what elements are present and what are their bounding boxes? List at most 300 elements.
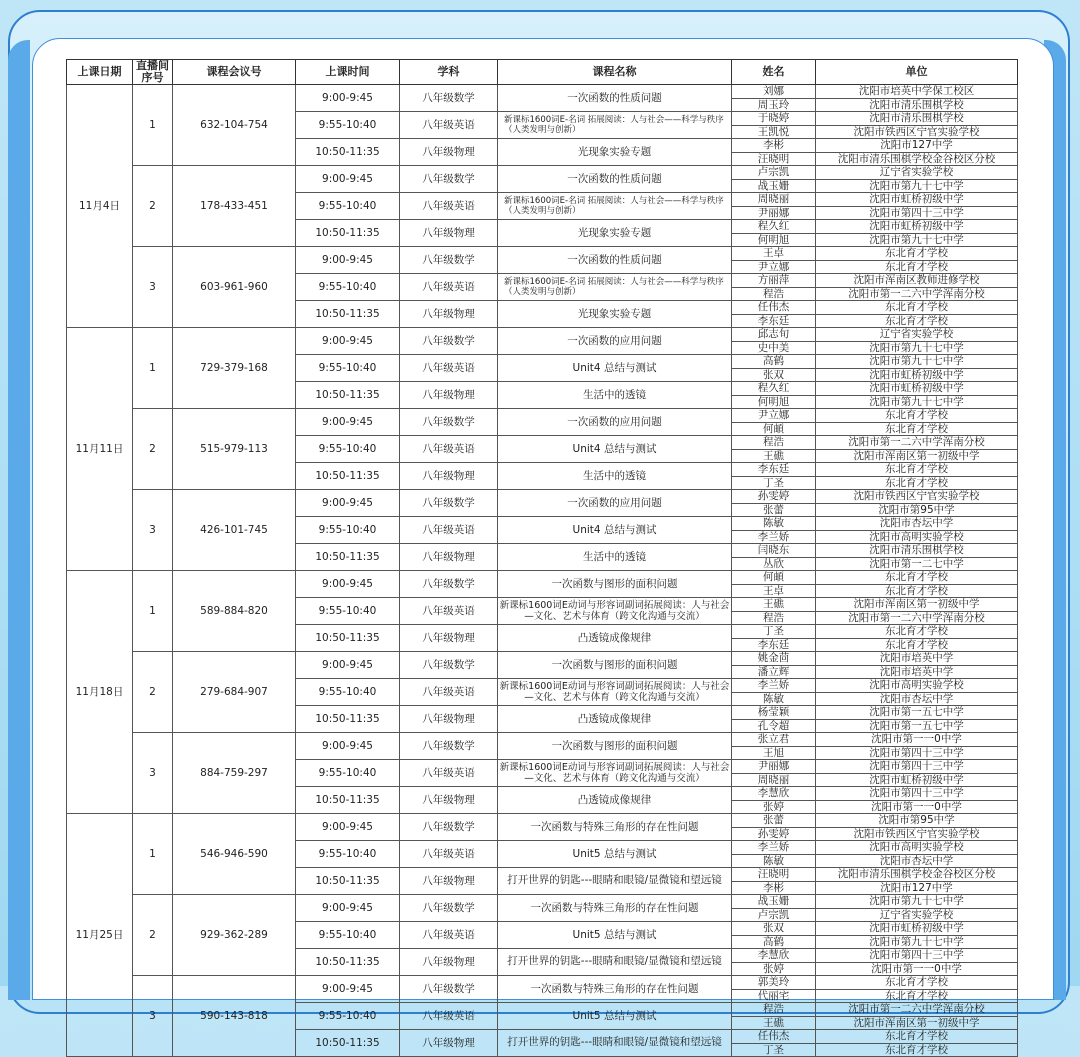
teacher-name-cell: 王礁 xyxy=(732,1016,816,1030)
subject-cell: 八年级数学 xyxy=(400,85,498,112)
course-name-cell: 新课标1600词E动词与形容词副词拓展阅读：人与社会—文化、艺术与体育（跨文化沟通与交流） xyxy=(498,679,732,706)
left-blue-band xyxy=(8,40,30,1000)
subject-cell: 八年级英语 xyxy=(400,355,498,382)
subject-cell: 八年级数学 xyxy=(400,571,498,598)
subject-cell: 八年级物理 xyxy=(400,868,498,895)
school-unit-cell: 沈阳市清乐围棋学校 xyxy=(816,98,1018,112)
school-unit-cell: 沈阳市清乐围棋学校 xyxy=(816,544,1018,558)
room-number-cell: 3 xyxy=(133,733,173,814)
teacher-name-cell: 战玉姗 xyxy=(732,895,816,909)
course-name-cell: 凸透镜成像规律 xyxy=(498,625,732,652)
course-name-cell: 打开世界的钥匙---眼睛和眼镜/显微镜和望远镜 xyxy=(498,868,732,895)
header-time: 上课时间 xyxy=(296,60,400,85)
school-unit-cell: 沈阳市第一二七中学 xyxy=(816,557,1018,571)
table-row xyxy=(67,895,1018,909)
time-cell: 9:00-9:45 xyxy=(296,85,400,112)
teacher-name-cell: 李兰娇 xyxy=(732,530,816,544)
header-course: 课程名称 xyxy=(498,60,732,85)
school-unit-cell: 沈阳市铁西区宁官实验学校 xyxy=(816,125,1018,139)
course-name-cell: 一次函数与图形的面积问题 xyxy=(498,571,732,598)
school-unit-cell: 东北育才学校 xyxy=(816,260,1018,274)
subject-cell: 八年级英语 xyxy=(400,517,498,544)
time-cell: 10:50-11:35 xyxy=(296,139,400,166)
teacher-name-cell: 邱志旬 xyxy=(732,328,816,342)
course-name-cell: 一次函数的应用问题 xyxy=(498,409,732,436)
subject-cell: 八年级数学 xyxy=(400,976,498,1003)
time-cell: 9:55-10:40 xyxy=(296,922,400,949)
subject-cell: 八年级英语 xyxy=(400,760,498,787)
school-unit-cell: 沈阳市第95中学 xyxy=(816,814,1018,828)
course-name-cell: 打开世界的钥匙---眼睛和眼镜/显微镜和望远镜 xyxy=(498,949,732,976)
teacher-name-cell: 王旭 xyxy=(732,746,816,760)
subject-cell: 八年级物理 xyxy=(400,463,498,490)
school-unit-cell: 东北育才学校 xyxy=(816,976,1018,990)
school-unit-cell: 沈阳市第九十七中学 xyxy=(816,341,1018,355)
time-cell: 10:50-11:35 xyxy=(296,220,400,247)
school-unit-cell: 沈阳市高明实验学校 xyxy=(816,679,1018,693)
date-cell: 11月11日 xyxy=(67,328,133,571)
teacher-name-cell: 何頔 xyxy=(732,422,816,436)
subject-cell: 八年级物理 xyxy=(400,382,498,409)
school-unit-cell: 沈阳市第一二六中学浑南分校 xyxy=(816,1003,1018,1017)
school-unit-cell: 沈阳市杏坛中学 xyxy=(816,854,1018,868)
school-unit-cell: 沈阳市清乐围棋学校金谷校区分校 xyxy=(816,152,1018,166)
school-unit-cell: 东北育才学校 xyxy=(816,638,1018,652)
school-unit-cell: 沈阳市虹桥初级中学 xyxy=(816,193,1018,207)
school-unit-cell: 沈阳市杏坛中学 xyxy=(816,517,1018,531)
meeting-code-cell: 515-979-113 xyxy=(173,409,296,490)
course-name-cell: 一次函数的性质问题 xyxy=(498,247,732,274)
subject-cell: 八年级英语 xyxy=(400,436,498,463)
school-unit-cell: 沈阳市虹桥初级中学 xyxy=(816,220,1018,234)
teacher-name-cell: 李兰娇 xyxy=(732,679,816,693)
teacher-name-cell: 任伟杰 xyxy=(732,301,816,315)
meeting-code-cell: 929-362-289 xyxy=(173,895,296,976)
school-unit-cell: 东北育才学校 xyxy=(816,1030,1018,1044)
teacher-name-cell: 汪晓明 xyxy=(732,152,816,166)
header-meeting-code: 课程会议号 xyxy=(173,60,296,85)
course-name-cell: 光现象实验专题 xyxy=(498,220,732,247)
teacher-name-cell: 张婷 xyxy=(732,800,816,814)
table-row xyxy=(67,166,1018,180)
time-cell: 10:50-11:35 xyxy=(296,949,400,976)
school-unit-cell: 沈阳市第一五七中学 xyxy=(816,719,1018,733)
schedule-table xyxy=(66,59,1018,1057)
table-row xyxy=(67,652,1018,666)
meeting-code-cell: 729-379-168 xyxy=(173,328,296,409)
school-unit-cell: 沈阳市第四十三中学 xyxy=(816,787,1018,801)
date-cell: 11月18日 xyxy=(67,571,133,814)
course-name-cell: Unit5 总结与测试 xyxy=(498,841,732,868)
school-unit-cell: 沈阳市高明实验学校 xyxy=(816,530,1018,544)
room-number-cell: 1 xyxy=(133,85,173,166)
time-cell: 9:00-9:45 xyxy=(296,571,400,598)
school-unit-cell: 辽宁省实验学校 xyxy=(816,166,1018,180)
time-cell: 10:50-11:35 xyxy=(296,382,400,409)
meeting-code-cell: 603-961-960 xyxy=(173,247,296,328)
course-name-cell: 新课标1600词E动词与形容词副词拓展阅读：人与社会—文化、艺术与体育（跨文化沟通与交流） xyxy=(498,598,732,625)
teacher-name-cell: 丁圣 xyxy=(732,625,816,639)
school-unit-cell: 沈阳市第九十七中学 xyxy=(816,935,1018,949)
school-unit-cell: 沈阳市清乐围棋学校金谷校区分校 xyxy=(816,868,1018,882)
course-name-cell: Unit4 总结与测试 xyxy=(498,517,732,544)
teacher-name-cell: 王礁 xyxy=(732,449,816,463)
table-row xyxy=(67,490,1018,504)
school-unit-cell: 东北育才学校 xyxy=(816,476,1018,490)
school-unit-cell: 沈阳市浑南区第一初级中学 xyxy=(816,449,1018,463)
teacher-name-cell: 周晓丽 xyxy=(732,773,816,787)
teacher-name-cell: 潘立辉 xyxy=(732,665,816,679)
time-cell: 10:50-11:35 xyxy=(296,787,400,814)
header-room: 直播间序号 xyxy=(133,60,173,85)
header-name: 姓名 xyxy=(732,60,816,85)
teacher-name-cell: 李彬 xyxy=(732,139,816,153)
school-unit-cell: 东北育才学校 xyxy=(816,584,1018,598)
subject-cell: 八年级英语 xyxy=(400,112,498,139)
room-number-cell: 2 xyxy=(133,652,173,733)
teacher-name-cell: 李东廷 xyxy=(732,638,816,652)
meeting-code-cell: 632-104-754 xyxy=(173,85,296,166)
school-unit-cell: 东北育才学校 xyxy=(816,422,1018,436)
course-name-cell: 新课标1600词E动词与形容词副词拓展阅读：人与社会—文化、艺术与体育（跨文化沟通与交流） xyxy=(498,760,732,787)
meeting-code-cell: 178-433-451 xyxy=(173,166,296,247)
course-name-cell: Unit4 总结与测试 xyxy=(498,436,732,463)
teacher-name-cell: 程浩 xyxy=(732,287,816,301)
time-cell: 9:00-9:45 xyxy=(296,166,400,193)
subject-cell: 八年级英语 xyxy=(400,598,498,625)
course-name-cell: 光现象实验专题 xyxy=(498,139,732,166)
course-name-cell: 凸透镜成像规律 xyxy=(498,787,732,814)
time-cell: 9:00-9:45 xyxy=(296,490,400,517)
school-unit-cell: 沈阳市铁西区宁官实验学校 xyxy=(816,827,1018,841)
course-name-cell: 生活中的透镜 xyxy=(498,544,732,571)
time-cell: 10:50-11:35 xyxy=(296,1030,400,1057)
time-cell: 9:55-10:40 xyxy=(296,112,400,139)
teacher-name-cell: 姚金茴 xyxy=(732,652,816,666)
school-unit-cell: 沈阳市第一二六中学浑南分校 xyxy=(816,436,1018,450)
time-cell: 9:00-9:45 xyxy=(296,814,400,841)
teacher-name-cell: 李东廷 xyxy=(732,314,816,328)
subject-cell: 八年级数学 xyxy=(400,409,498,436)
course-name-cell: Unit5 总结与测试 xyxy=(498,1003,732,1030)
school-unit-cell: 东北育才学校 xyxy=(816,1043,1018,1057)
teacher-name-cell: 周晓丽 xyxy=(732,193,816,207)
teacher-name-cell: 尹立娜 xyxy=(732,409,816,423)
meeting-code-cell: 589-884-820 xyxy=(173,571,296,652)
time-cell: 9:55-10:40 xyxy=(296,841,400,868)
teacher-name-cell: 孔令超 xyxy=(732,719,816,733)
time-cell: 10:50-11:35 xyxy=(296,544,400,571)
teacher-name-cell: 王卓 xyxy=(732,247,816,261)
school-unit-cell: 沈阳市虹桥初级中学 xyxy=(816,922,1018,936)
time-cell: 9:00-9:45 xyxy=(296,409,400,436)
teacher-name-cell: 闫晓东 xyxy=(732,544,816,558)
course-name-cell: 一次函数与特殊三角形的存在性问题 xyxy=(498,814,732,841)
teacher-name-cell: 方丽萍 xyxy=(732,274,816,288)
time-cell: 9:55-10:40 xyxy=(296,517,400,544)
teacher-name-cell: 汪晓明 xyxy=(732,868,816,882)
course-name-cell: 光现象实验专题 xyxy=(498,301,732,328)
subject-cell: 八年级物理 xyxy=(400,301,498,328)
teacher-name-cell: 陈敏 xyxy=(732,692,816,706)
header-row xyxy=(67,60,1018,85)
teacher-name-cell: 何明旭 xyxy=(732,395,816,409)
school-unit-cell: 沈阳市第一一0中学 xyxy=(816,733,1018,747)
teacher-name-cell: 程久红 xyxy=(732,220,816,234)
teacher-name-cell: 孙雯婷 xyxy=(732,490,816,504)
table-row xyxy=(67,85,1018,99)
subject-cell: 八年级英语 xyxy=(400,841,498,868)
teacher-name-cell: 代丽宅 xyxy=(732,989,816,1003)
time-cell: 10:50-11:35 xyxy=(296,463,400,490)
subject-cell: 八年级数学 xyxy=(400,733,498,760)
header-subject: 学科 xyxy=(400,60,498,85)
room-number-cell: 2 xyxy=(133,895,173,976)
subject-cell: 八年级物理 xyxy=(400,625,498,652)
teacher-name-cell: 程浩 xyxy=(732,611,816,625)
school-unit-cell: 沈阳市虹桥初级中学 xyxy=(816,773,1018,787)
school-unit-cell: 沈阳市浑南区教师进修学校 xyxy=(816,274,1018,288)
room-number-cell: 1 xyxy=(133,328,173,409)
time-cell: 9:55-10:40 xyxy=(296,1003,400,1030)
course-name-cell: 一次函数与特殊三角形的存在性问题 xyxy=(498,895,732,922)
subject-cell: 八年级数学 xyxy=(400,895,498,922)
teacher-name-cell: 李慧欣 xyxy=(732,949,816,963)
room-number-cell: 3 xyxy=(133,247,173,328)
time-cell: 9:55-10:40 xyxy=(296,274,400,301)
teacher-name-cell: 卢宗凯 xyxy=(732,166,816,180)
time-cell: 9:00-9:45 xyxy=(296,652,400,679)
time-cell: 9:55-10:40 xyxy=(296,193,400,220)
room-number-cell: 3 xyxy=(133,490,173,571)
school-unit-cell: 沈阳市第九十七中学 xyxy=(816,233,1018,247)
time-cell: 9:55-10:40 xyxy=(296,679,400,706)
time-cell: 9:00-9:45 xyxy=(296,733,400,760)
teacher-name-cell: 李东廷 xyxy=(732,463,816,477)
school-unit-cell: 东北育才学校 xyxy=(816,247,1018,261)
school-unit-cell: 东北育才学校 xyxy=(816,314,1018,328)
room-number-cell: 3 xyxy=(133,976,173,1057)
room-number-cell: 2 xyxy=(133,166,173,247)
time-cell: 9:00-9:45 xyxy=(296,247,400,274)
course-name-cell: 一次函数的性质问题 xyxy=(498,85,732,112)
teacher-name-cell: 张婷 xyxy=(732,962,816,976)
school-unit-cell: 沈阳市第一一0中学 xyxy=(816,800,1018,814)
school-unit-cell: 辽宁省实验学校 xyxy=(816,328,1018,342)
school-unit-cell: 沈阳市培英中学保工校区 xyxy=(816,85,1018,99)
time-cell: 9:00-9:45 xyxy=(296,976,400,1003)
teacher-name-cell: 郭美玲 xyxy=(732,976,816,990)
teacher-name-cell: 李彬 xyxy=(732,881,816,895)
course-name-cell: 一次函数的应用问题 xyxy=(498,328,732,355)
subject-cell: 八年级物理 xyxy=(400,1030,498,1057)
school-unit-cell: 沈阳市第一五七中学 xyxy=(816,706,1018,720)
time-cell: 9:55-10:40 xyxy=(296,436,400,463)
table-row xyxy=(67,976,1018,990)
course-name-cell: Unit4 总结与测试 xyxy=(498,355,732,382)
teacher-name-cell: 程久红 xyxy=(732,382,816,396)
header-unit: 单位 xyxy=(816,60,1018,85)
school-unit-cell: 沈阳市虹桥初级中学 xyxy=(816,368,1018,382)
school-unit-cell: 沈阳市第四十三中学 xyxy=(816,949,1018,963)
table-row xyxy=(67,247,1018,261)
subject-cell: 八年级数学 xyxy=(400,814,498,841)
teacher-name-cell: 孙雯婷 xyxy=(732,827,816,841)
school-unit-cell: 沈阳市培英中学 xyxy=(816,665,1018,679)
school-unit-cell: 沈阳市第四十三中学 xyxy=(816,206,1018,220)
teacher-name-cell: 高鹤 xyxy=(732,935,816,949)
teacher-name-cell: 张立君 xyxy=(732,733,816,747)
subject-cell: 八年级物理 xyxy=(400,706,498,733)
subject-cell: 八年级数学 xyxy=(400,490,498,517)
teacher-name-cell: 于晓婷 xyxy=(732,112,816,126)
course-name-cell: 一次函数的应用问题 xyxy=(498,490,732,517)
school-unit-cell: 东北育才学校 xyxy=(816,301,1018,315)
school-unit-cell: 沈阳市第九十七中学 xyxy=(816,395,1018,409)
subject-cell: 八年级英语 xyxy=(400,193,498,220)
school-unit-cell: 沈阳市第95中学 xyxy=(816,503,1018,517)
teacher-name-cell: 李兰娇 xyxy=(732,841,816,855)
school-unit-cell: 辽宁省实验学校 xyxy=(816,908,1018,922)
date-cell: 11月4日 xyxy=(67,85,133,328)
teacher-name-cell: 程浩 xyxy=(732,436,816,450)
teacher-name-cell: 丛欣 xyxy=(732,557,816,571)
teacher-name-cell: 陈敏 xyxy=(732,517,816,531)
school-unit-cell: 沈阳市虹桥初级中学 xyxy=(816,382,1018,396)
school-unit-cell: 东北育才学校 xyxy=(816,571,1018,585)
school-unit-cell: 沈阳市第九十七中学 xyxy=(816,895,1018,909)
school-unit-cell: 东北育才学校 xyxy=(816,989,1018,1003)
date-cell: 11月25日 xyxy=(67,814,133,1057)
time-cell: 10:50-11:35 xyxy=(296,625,400,652)
table-row xyxy=(67,328,1018,342)
teacher-name-cell: 王礁 xyxy=(732,598,816,612)
school-unit-cell: 沈阳市第一二六中学浑南分校 xyxy=(816,611,1018,625)
teacher-name-cell: 刘娜 xyxy=(732,85,816,99)
school-unit-cell: 东北育才学校 xyxy=(816,463,1018,477)
teacher-name-cell: 陈敏 xyxy=(732,854,816,868)
course-name-cell: Unit5 总结与测试 xyxy=(498,922,732,949)
time-cell: 10:50-11:35 xyxy=(296,706,400,733)
subject-cell: 八年级英语 xyxy=(400,274,498,301)
course-name-cell: 生活中的透镜 xyxy=(498,382,732,409)
school-unit-cell: 东北育才学校 xyxy=(816,625,1018,639)
teacher-name-cell: 李慧欣 xyxy=(732,787,816,801)
room-number-cell: 1 xyxy=(133,814,173,895)
time-cell: 9:00-9:45 xyxy=(296,328,400,355)
course-name-cell: 打开世界的钥匙---眼睛和眼镜/显微镜和望远镜 xyxy=(498,1030,732,1057)
time-cell: 9:55-10:40 xyxy=(296,598,400,625)
teacher-name-cell: 丁圣 xyxy=(732,476,816,490)
room-number-cell: 1 xyxy=(133,571,173,652)
school-unit-cell: 沈阳市高明实验学校 xyxy=(816,841,1018,855)
room-number-cell: 2 xyxy=(133,409,173,490)
subject-cell: 八年级物理 xyxy=(400,544,498,571)
course-name-cell: 一次函数与特殊三角形的存在性问题 xyxy=(498,976,732,1003)
course-name-cell: 新课标1600词E-名词 拓展阅读：人与社会——科学与秩序（人类发明与创新） xyxy=(498,193,732,220)
table-row xyxy=(67,409,1018,423)
school-unit-cell: 沈阳市127中学 xyxy=(816,139,1018,153)
subject-cell: 八年级数学 xyxy=(400,166,498,193)
table-row xyxy=(67,571,1018,585)
course-name-cell: 新课标1600词E-名词 拓展阅读：人与社会——科学与秩序（人类发明与创新） xyxy=(498,112,732,139)
teacher-name-cell: 何明旭 xyxy=(732,233,816,247)
meeting-code-cell: 590-143-818 xyxy=(173,976,296,1057)
meeting-code-cell: 884-759-297 xyxy=(173,733,296,814)
school-unit-cell: 沈阳市第九十七中学 xyxy=(816,355,1018,369)
subject-cell: 八年级物理 xyxy=(400,949,498,976)
school-unit-cell: 沈阳市第九十七中学 xyxy=(816,179,1018,193)
subject-cell: 八年级物理 xyxy=(400,139,498,166)
teacher-name-cell: 张双 xyxy=(732,922,816,936)
schedule-body xyxy=(67,85,1018,1057)
subject-cell: 八年级数学 xyxy=(400,652,498,679)
meeting-code-cell: 279-684-907 xyxy=(173,652,296,733)
subject-cell: 八年级物理 xyxy=(400,220,498,247)
school-unit-cell: 沈阳市127中学 xyxy=(816,881,1018,895)
teacher-name-cell: 何頔 xyxy=(732,571,816,585)
course-name-cell: 一次函数的性质问题 xyxy=(498,166,732,193)
teacher-name-cell: 尹丽娜 xyxy=(732,206,816,220)
school-unit-cell: 沈阳市清乐围棋学校 xyxy=(816,112,1018,126)
course-name-cell: 一次函数与图形的面积问题 xyxy=(498,733,732,760)
teacher-name-cell: 尹丽娜 xyxy=(732,760,816,774)
teacher-name-cell: 卢宗凯 xyxy=(732,908,816,922)
teacher-name-cell: 张双 xyxy=(732,368,816,382)
school-unit-cell: 沈阳市第四十三中学 xyxy=(816,746,1018,760)
time-cell: 9:55-10:40 xyxy=(296,355,400,382)
subject-cell: 八年级数学 xyxy=(400,328,498,355)
school-unit-cell: 沈阳市第一二六中学浑南分校 xyxy=(816,287,1018,301)
school-unit-cell: 沈阳市浑南区第一初级中学 xyxy=(816,598,1018,612)
course-name-cell: 凸透镜成像规律 xyxy=(498,706,732,733)
teacher-name-cell: 丁圣 xyxy=(732,1043,816,1057)
school-unit-cell: 沈阳市浑南区第一初级中学 xyxy=(816,1016,1018,1030)
teacher-name-cell: 杨莹颖 xyxy=(732,706,816,720)
time-cell: 9:00-9:45 xyxy=(296,895,400,922)
teacher-name-cell: 周玉玲 xyxy=(732,98,816,112)
teacher-name-cell: 高鹤 xyxy=(732,355,816,369)
teacher-name-cell: 张蕾 xyxy=(732,503,816,517)
teacher-name-cell: 张蕾 xyxy=(732,814,816,828)
school-unit-cell: 沈阳市杏坛中学 xyxy=(816,692,1018,706)
teacher-name-cell: 尹立娜 xyxy=(732,260,816,274)
teacher-name-cell: 王卓 xyxy=(732,584,816,598)
meeting-code-cell: 546-946-590 xyxy=(173,814,296,895)
course-name-cell: 一次函数与图形的面积问题 xyxy=(498,652,732,679)
teacher-name-cell: 战玉姗 xyxy=(732,179,816,193)
time-cell: 9:55-10:40 xyxy=(296,760,400,787)
course-name-cell: 生活中的透镜 xyxy=(498,463,732,490)
school-unit-cell: 沈阳市第一一0中学 xyxy=(816,962,1018,976)
teacher-name-cell: 任伟杰 xyxy=(732,1030,816,1044)
time-cell: 10:50-11:35 xyxy=(296,301,400,328)
teacher-name-cell: 程浩 xyxy=(732,1003,816,1017)
course-name-cell: 新课标1600词E-名词 拓展阅读：人与社会——科学与秩序（人类发明与创新） xyxy=(498,274,732,301)
school-unit-cell: 东北育才学校 xyxy=(816,409,1018,423)
school-unit-cell: 沈阳市培英中学 xyxy=(816,652,1018,666)
teacher-name-cell: 王凯悦 xyxy=(732,125,816,139)
table-row xyxy=(67,733,1018,747)
time-cell: 10:50-11:35 xyxy=(296,868,400,895)
subject-cell: 八年级物理 xyxy=(400,787,498,814)
teacher-name-cell: 史中美 xyxy=(732,341,816,355)
subject-cell: 八年级英语 xyxy=(400,1003,498,1030)
table-row xyxy=(67,814,1018,828)
subject-cell: 八年级数学 xyxy=(400,247,498,274)
subject-cell: 八年级英语 xyxy=(400,922,498,949)
header-date: 上课日期 xyxy=(67,60,133,85)
